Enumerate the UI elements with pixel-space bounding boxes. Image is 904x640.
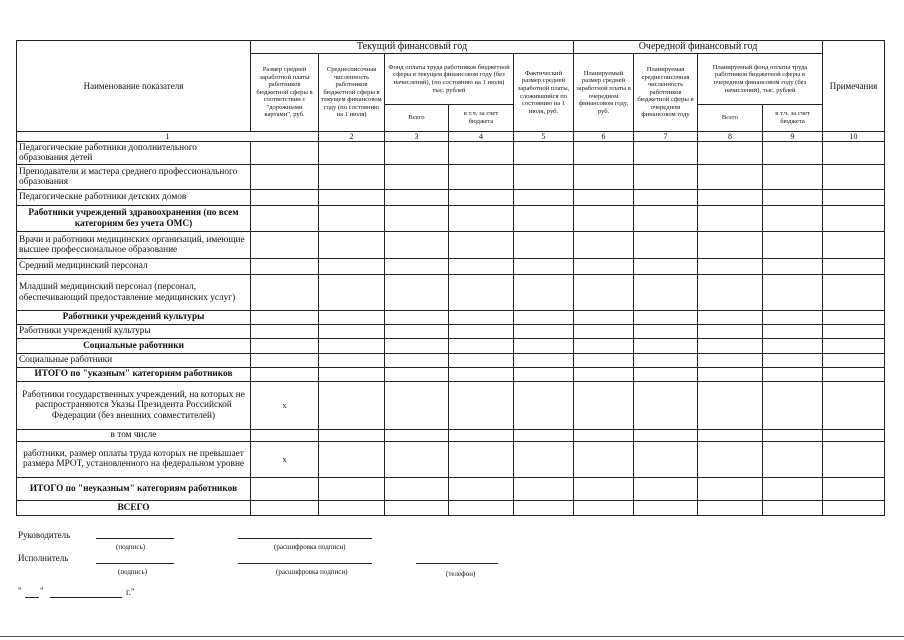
header-col-4: Всего: [385, 105, 449, 132]
table-row: [17, 430, 885, 442]
column-number: 8: [698, 132, 763, 142]
table-row: [17, 477, 885, 500]
row-label: ИТОГО по "неуказным" категориям работников: [17, 477, 251, 500]
header-col-8: Планируемая среднесписочная численность работников бюджетной сферы в очередном финансовом году: [634, 54, 698, 132]
row-label: работники, размер оплаты труда которых не превышает размера МРОТ, установленного на федеральном уровне: [17, 441, 251, 477]
indicator-table: [16, 40, 885, 516]
table-row: [17, 339, 885, 354]
row-label: Преподаватели и мастера среднего профессионального образования: [17, 165, 251, 190]
table-row: [17, 500, 885, 515]
column-number: 1: [17, 132, 319, 142]
header-current-year: Текущий финансовый год: [251, 41, 574, 54]
head-signature-hint: (подпись): [116, 543, 146, 551]
date-quote-open: ": [18, 586, 22, 596]
row-label: Работники учреждений культуры: [17, 311, 251, 325]
header-col-10: в т.ч. за счет бюджета: [763, 105, 823, 132]
table-row: [17, 259, 885, 275]
table-row: [17, 142, 885, 165]
table-row: [17, 232, 885, 259]
header-next-year: Очередной финансовый год: [574, 41, 823, 54]
column-number: 9: [763, 132, 823, 142]
header-col-2: Размер средней заработной платы работников бюджетной сферы в соответствии с "дорожными картами", руб.: [251, 54, 319, 132]
header-col-9: Всего: [698, 105, 763, 132]
header-col-6: Фактический размер средней заработной платы, сложившийся по состоянию на 1 июля, руб.: [514, 54, 574, 132]
column-number: 3: [385, 132, 449, 142]
row-label: Врачи и работники медицинских организаций, имеющие высшее профессиональное образование: [17, 232, 251, 259]
column-number: 6: [574, 132, 634, 142]
row-label: ВСЕГО: [17, 500, 251, 515]
phone-line: [416, 563, 498, 564]
executor-signature-line: [96, 563, 174, 564]
head-label: Руководитель: [18, 530, 71, 540]
row-label: Работники учреждений здравоохранения (по всем категориям без учета ОМС): [17, 206, 251, 232]
table-row: [17, 275, 885, 311]
column-number: 4: [449, 132, 514, 142]
row-label: Педагогические работники дополнительного образования детей: [17, 142, 251, 165]
row-label: Младший медицинский персонал (персонал, обеспечивающий предоставление медицинских услуг): [17, 275, 251, 311]
row-label: Социальные работники: [17, 339, 251, 354]
header-col-3: Среднесписочная численность работников бюджетной сферы в текущем финансовом году (по состоянию на 1 июля): [319, 54, 385, 132]
table-row: [17, 441, 885, 477]
table-row: [17, 206, 885, 232]
header-notes-cell: Примечания: [823, 41, 885, 132]
header-name-cell: Наименование показателя: [17, 41, 251, 132]
executor-decode-line: [238, 563, 372, 564]
column-number: 10: [823, 132, 885, 142]
row-label: Средний медицинский персонал: [17, 259, 251, 275]
executor-signature-hint: (подпись): [118, 568, 148, 576]
head-decode-line: [238, 538, 372, 539]
table-row: [17, 190, 885, 206]
date-year-suffix: г.": [126, 587, 135, 597]
table-row: [17, 382, 885, 430]
header-col-5: в т.ч. за счет бюджета: [449, 105, 514, 132]
row-label: ИТОГО по "указным" категориям работников: [17, 368, 251, 382]
row-label: Работники учреждений культуры: [17, 325, 251, 339]
column-number: 2: [319, 132, 385, 142]
row-label: Работники государственных учреждений, на которых не распространяются Указы Президента Российской Федерации (без внешних совместителей): [17, 382, 251, 430]
table-row: [17, 354, 885, 368]
table-row: [17, 165, 885, 190]
date-quote-close: ": [40, 586, 44, 596]
header-col-7: Планируемый размер средней заработной платы в очередном финансовом году, руб.: [574, 54, 634, 132]
x-mark: x: [251, 441, 319, 477]
column-number: 7: [634, 132, 698, 142]
executor-label: Исполнитель: [18, 553, 69, 563]
column-number: 5: [514, 132, 574, 142]
row-label: в том числе: [17, 430, 251, 442]
table-row: [17, 368, 885, 382]
header-col-4-5: Фонд оплаты труда работников бюджетной сферы в текущем финансовом году (без начислений), (по состоянию на 1 июля) тыс. рублей: [385, 54, 514, 105]
column-number-row: [17, 132, 885, 142]
date-day-line: [25, 597, 39, 598]
table-row: [17, 325, 885, 339]
date-month-line: [50, 597, 122, 598]
head-decode-hint: (расшифровка подписи): [274, 543, 346, 551]
row-label: Социальные работники: [17, 354, 251, 368]
head-signature-line: [96, 538, 174, 539]
row-label: Педагогические работники детских домов: [17, 190, 251, 206]
header-col-9-10: Планируемый фонд оплаты труда работников бюджетной сферы в очередном финансовом году (без начислений), тыс. рублей: [698, 54, 823, 105]
x-mark: x: [251, 382, 319, 430]
executor-decode-hint: (расшифровка подписи): [276, 568, 348, 576]
table-row: [17, 311, 885, 325]
page-bottom-edge: [0, 636, 904, 637]
phone-hint: (телефон): [446, 570, 476, 578]
